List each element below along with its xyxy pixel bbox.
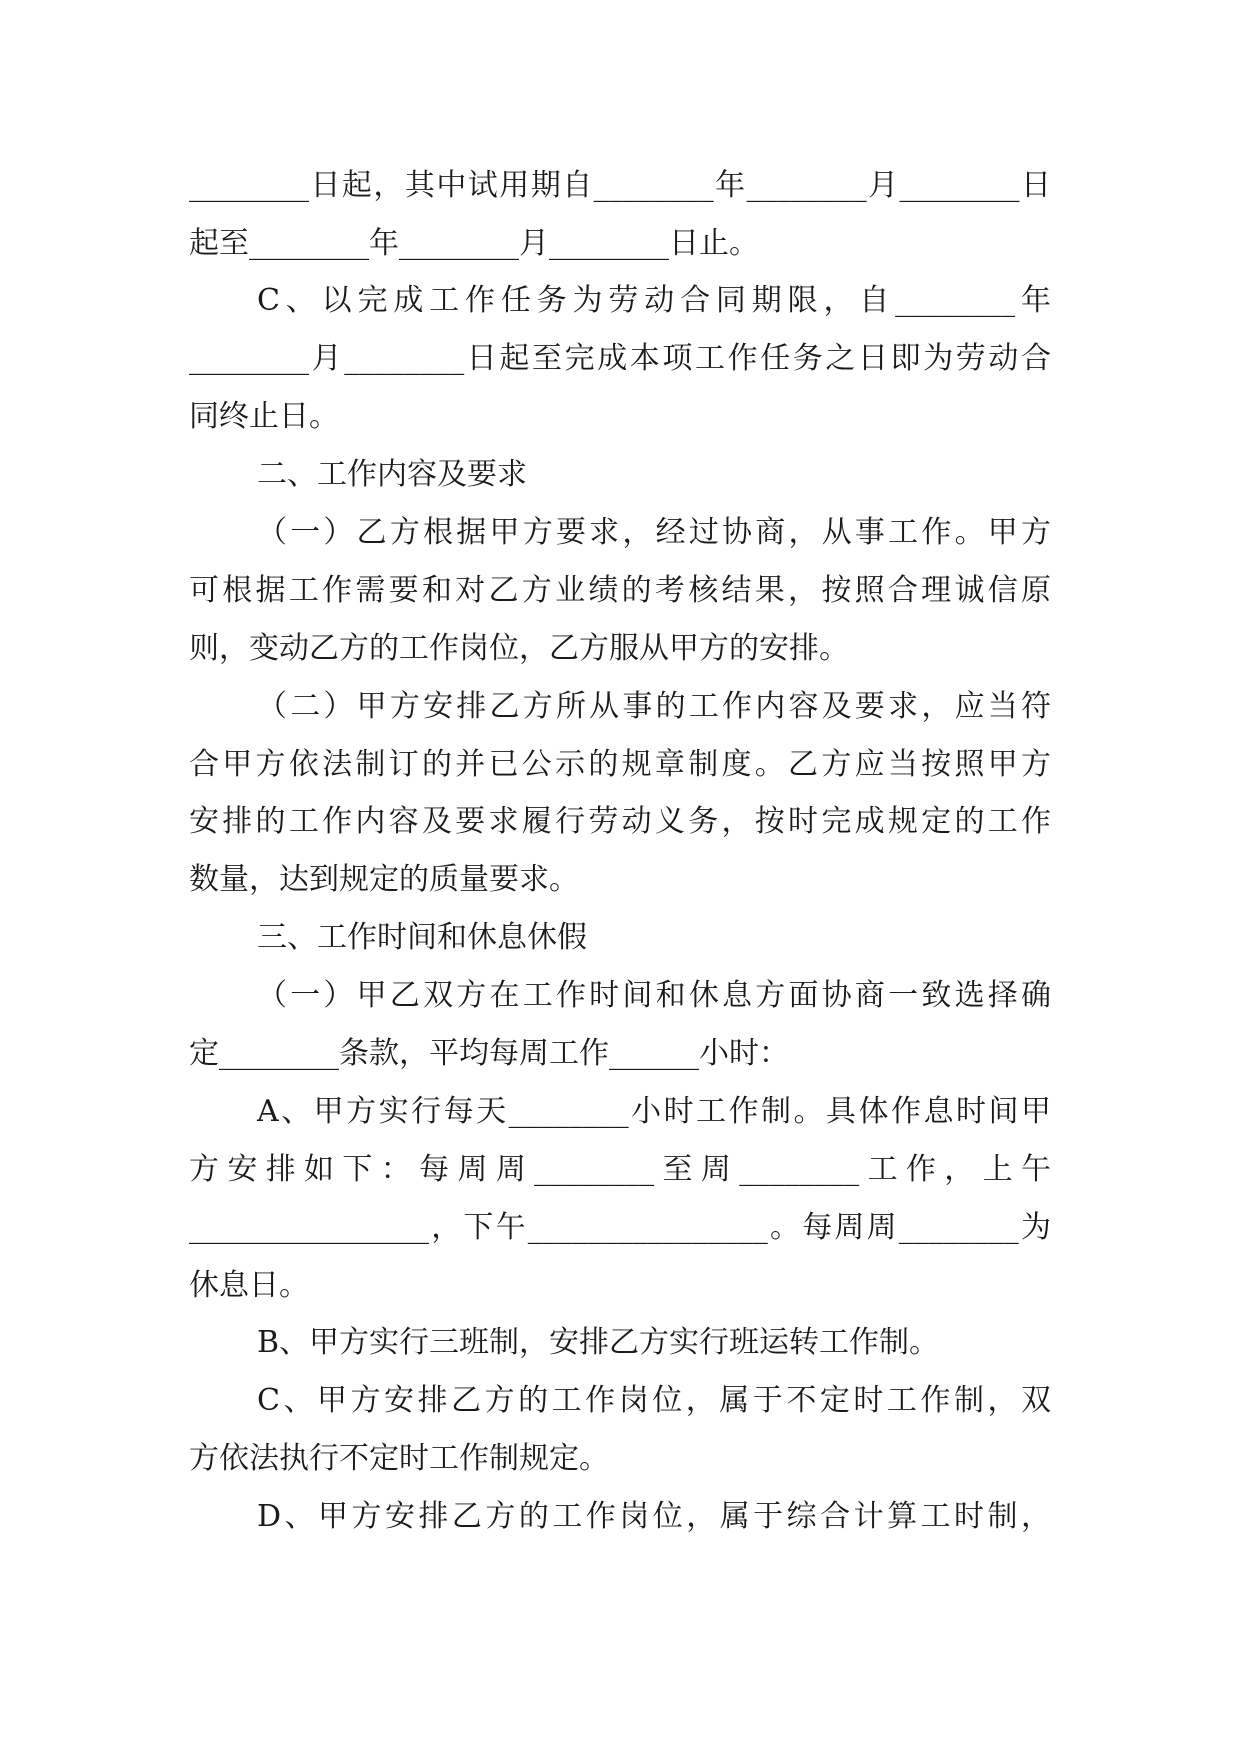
text-line: ________月________日起至完成本项工作任务之日即为劳动合 [189,341,1051,376]
text-line: （一）甲乙双方在工作时间和休息方面协商一致选择确 [257,978,1051,1013]
text-line: ________日起，其中试用期自________年________月________日 [189,168,1051,203]
text-line: D、甲方安排乙方的工作岗位，属于综合计算工时制， [257,1499,1051,1534]
text-line: 可根据工作需要和对乙方业绩的考核结果，按照合理诚信原 [189,573,1051,608]
text-line: 定________条款，平均每周工作______小时： [189,1036,789,1071]
text-line: 安排的工作内容及要求履行劳动义务，按时完成规定的工作 [189,804,1051,839]
text-line: ________________，下午________________。每周周________为 [189,1210,1051,1245]
text-line: （二）甲方安排乙方所从事的工作内容及要求，应当符 [257,689,1051,724]
section-heading: 二、工作内容及要求 [257,457,527,492]
text-line: 则，变动乙方的工作岗位，乙方服从甲方的安排。 [189,631,849,666]
text-line: 数量，达到规定的质量要求。 [189,862,579,897]
text-line: 方安排如下：每周周________至周________工作，上午 [189,1152,1051,1187]
text-line: 起至________年________月________日止。 [189,226,759,261]
text-line: 方依法执行不定时工作制规定。 [189,1441,609,1476]
section-heading: 三、工作时间和休息休假 [257,920,587,955]
text-line: A、甲方实行每天________小时工作制。具体作息时间甲 [257,1094,1051,1129]
text-line: 同终止日。 [189,399,339,434]
text-line: 休息日。 [189,1268,309,1303]
text-line: B、甲方实行三班制，安排乙方实行班运转工作制。 [257,1325,940,1360]
text-line: C、以完成工作任务为劳动合同期限，自________年 [257,283,1051,318]
text-line: C、甲方安排乙方的工作岗位，属于不定时工作制，双 [257,1383,1051,1418]
text-line: （一）乙方根据甲方要求，经过协商，从事工作。甲方 [257,515,1051,550]
text-line: 合甲方依法制订的并已公示的规章制度。乙方应当按照甲方 [189,747,1051,782]
